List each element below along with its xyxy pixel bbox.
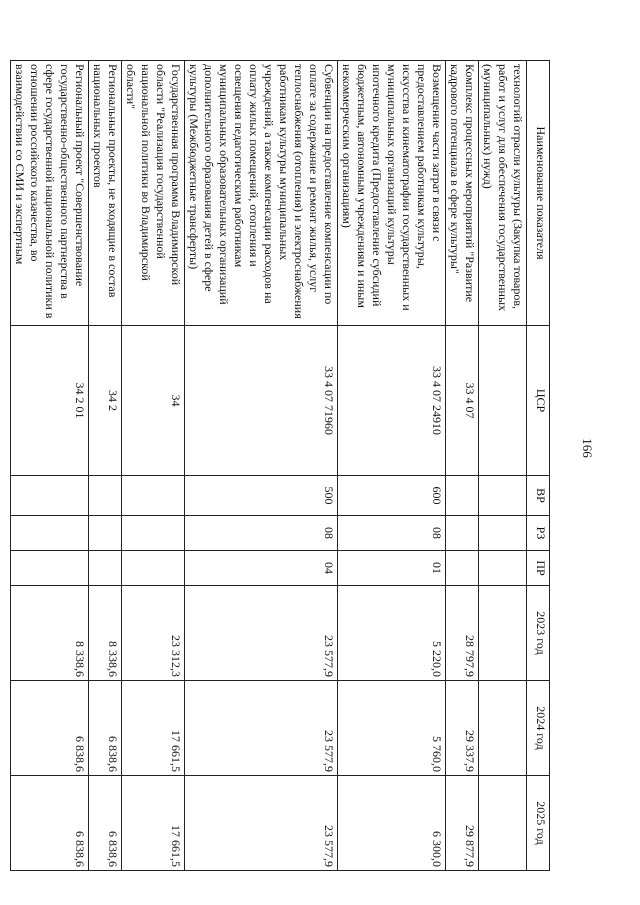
- cell-2025: 29 877,9: [446, 776, 479, 871]
- header-csr: ЦСР: [527, 326, 550, 476]
- header-vr: ВР: [527, 476, 550, 516]
- cell-2023: 8 338,6: [11, 586, 89, 681]
- cell-vr: [89, 476, 122, 516]
- cell-vr: [446, 476, 479, 516]
- cell-2025: 23 577,9: [185, 776, 338, 871]
- cell-vr: [11, 476, 89, 516]
- cell-2024: 6 838,6: [11, 681, 89, 776]
- cell-rz: [122, 516, 185, 551]
- cell-vr: [122, 476, 185, 516]
- cell-pr: [89, 551, 122, 586]
- cell-csr: 34 2: [89, 326, 122, 476]
- cell-2023: [479, 586, 527, 681]
- cell-2025: 17 661,5: [122, 776, 185, 871]
- table-row: [479, 61, 527, 871]
- header-name: Наименование показателя: [527, 61, 550, 326]
- cell-pr: [446, 551, 479, 586]
- table-row: [89, 61, 122, 871]
- table-row: [11, 61, 89, 871]
- cell-2024: [479, 681, 527, 776]
- header-2023: 2023 год: [527, 586, 550, 681]
- cell-2024: 6 838,6: [89, 681, 122, 776]
- cell-2024: 5 760,0: [338, 681, 446, 776]
- cell-2025: [479, 776, 527, 871]
- header-2024: 2024 год: [527, 681, 550, 776]
- cell-2023: 5 220,0: [338, 586, 446, 681]
- cell-2023: 23 312,3: [122, 586, 185, 681]
- cell-2023: 8 338,6: [89, 586, 122, 681]
- cell-2025: 6 300,0: [338, 776, 446, 871]
- cell-csr: 34 2 01: [11, 326, 89, 476]
- cell-pr: 04: [185, 551, 338, 586]
- cell-name: Региональный проект "Совершенствование государственно-общественного партнерства в сфере государственной национальной политики в отношении российского казачества, во взаимодействии со СМИ и экспертным: [11, 61, 89, 326]
- cell-csr: [479, 326, 527, 476]
- cell-pr: [122, 551, 185, 586]
- cell-vr: 600: [338, 476, 446, 516]
- cell-rz: 08: [338, 516, 446, 551]
- table-header-row: [527, 61, 550, 871]
- cell-name: Возмещение части затрат в связи с предоставлением работникам культуры, искусства и кинематографии государственных и муниципальных организаций культуры ипотечного кредита (Предоставление субсидий бюджетным, автономным учреждениям и иным некоммерческим организациям): [338, 61, 446, 326]
- table-row: [338, 61, 446, 871]
- cell-csr: 33 4 07 71960: [185, 326, 338, 476]
- cell-csr: 33 4 07: [446, 326, 479, 476]
- cell-name: Субвенции на предоставление компенсации по оплате за содержание и ремонт жилья, услуг теплоснабжения (отопления) и электроснабжения работникам культуры муниципальных учреждений, а также компенсации расходов на оплату жилых помещений, отопления и освещения педагогическим работникам муниципальных образовательных организаций дополнительного образования детей в сфере культуры (Межбюджетные трансферты): [185, 61, 338, 326]
- cell-rz: [479, 516, 527, 551]
- table-row: [122, 61, 185, 871]
- cell-name: технологий отрасли культуры (Закупка товаров, работ и услуг для обеспечения государственных (муниципальных) нужд): [479, 61, 527, 326]
- cell-vr: [479, 476, 527, 516]
- cell-2023: 23 577,9: [185, 586, 338, 681]
- cell-name: Государственная программа Владимирской области "Реализация государственной национальной политики во Владимирской области": [122, 61, 185, 326]
- cell-name: Региональные проекты, не входящие в состав национальных проектов: [89, 61, 122, 326]
- cell-rz: [11, 516, 89, 551]
- cell-csr: 34: [122, 326, 185, 476]
- header-rz: РЗ: [527, 516, 550, 551]
- cell-rz: [89, 516, 122, 551]
- cell-2024: 23 577,9: [185, 681, 338, 776]
- cell-pr: [11, 551, 89, 586]
- page-number: 166: [580, 438, 595, 458]
- cell-2025: 6 838,6: [11, 776, 89, 871]
- cell-name: Комплекс процессных мероприятий "Развитие кадрового потенциала в сфере культуры": [446, 61, 479, 326]
- cell-rz: 08: [185, 516, 338, 551]
- cell-rz: [446, 516, 479, 551]
- cell-csr: 33 4 07 24910: [338, 326, 446, 476]
- cell-2025: 6 838,6: [89, 776, 122, 871]
- cell-pr: 01: [338, 551, 446, 586]
- header-2025: 2025 год: [527, 776, 550, 871]
- table-row: [446, 61, 479, 871]
- cell-pr: [479, 551, 527, 586]
- table-row: [185, 61, 338, 871]
- cell-2023: 28 797,9: [446, 586, 479, 681]
- cell-vr: 500: [185, 476, 338, 516]
- budget-table: [10, 60, 550, 871]
- header-pr: ПР: [527, 551, 550, 586]
- cell-2024: 17 661,5: [122, 681, 185, 776]
- cell-2024: 29 337,9: [446, 681, 479, 776]
